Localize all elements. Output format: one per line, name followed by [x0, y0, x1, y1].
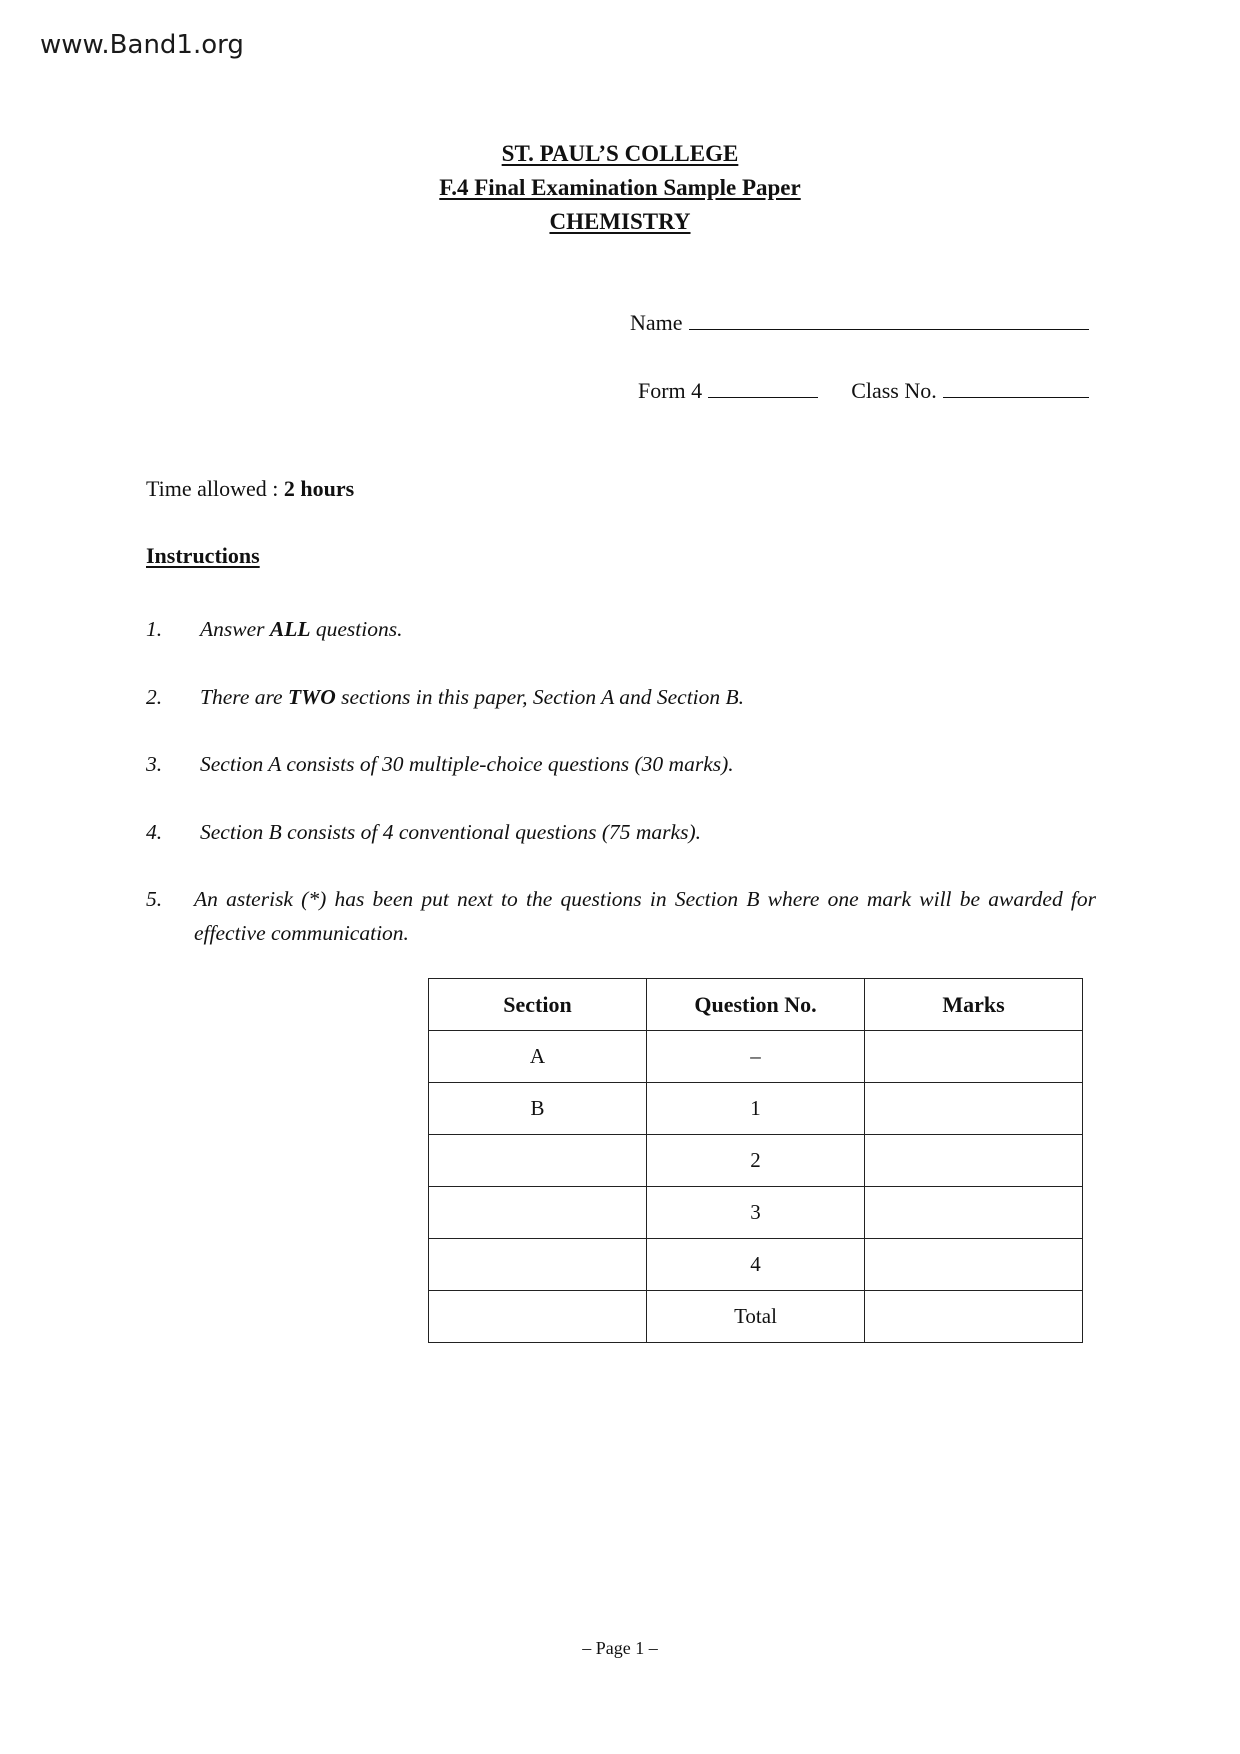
instruction-item [146, 680, 1096, 714]
cell-question-no: 1 [647, 1083, 865, 1135]
instructions-heading: Instructions [146, 543, 260, 568]
time-allowed-label: Time allowed : [146, 476, 279, 501]
subject-name: CHEMISTRY [549, 209, 691, 234]
cell-question-no: 3 [647, 1187, 865, 1239]
table-header-row [429, 979, 1083, 1031]
cell-section: A [429, 1031, 647, 1083]
table-row [429, 1187, 1083, 1239]
cell-marks[interactable] [865, 1239, 1083, 1291]
marks-table [428, 978, 1083, 1343]
table-row [429, 1135, 1083, 1187]
instruction-text: Section A consists of 30 multiple-choice questions (30 marks). [200, 752, 734, 776]
form-label: Form 4 [638, 378, 703, 403]
table-row [429, 1239, 1083, 1291]
cell-marks-total[interactable] [865, 1291, 1083, 1343]
cell-question-no: – [647, 1031, 865, 1083]
instruction-text: Answer ALL questions. [200, 617, 403, 641]
instruction-number: 5. [146, 887, 163, 911]
paper-title [0, 137, 1240, 239]
instruction-number: 2. [146, 685, 163, 709]
cell-marks[interactable] [865, 1187, 1083, 1239]
time-allowed-value: 2 hours [283, 476, 355, 501]
name-field [630, 307, 1089, 336]
cell-question-no: Total [647, 1291, 865, 1343]
header-section: Section [429, 979, 647, 1031]
class-no-blank[interactable] [943, 375, 1089, 398]
time-allowed [146, 476, 354, 502]
watermark-url: www.Band1.org [40, 30, 244, 60]
table-row [429, 1083, 1083, 1135]
cell-section: B [429, 1083, 647, 1135]
table-row-total [429, 1291, 1083, 1343]
cell-section [429, 1291, 647, 1343]
table-row [429, 1031, 1083, 1083]
instruction-text: There are TWO sections in this paper, Section A and Section B. [200, 685, 745, 709]
cell-section [429, 1135, 647, 1187]
cell-question-no: 4 [647, 1239, 865, 1291]
header-question-no: Question No. [647, 979, 865, 1031]
instruction-item [146, 612, 1096, 646]
class-no-label: Class No. [851, 378, 937, 403]
exam-name: F.4 Final Examination Sample Paper [439, 175, 801, 200]
cell-marks[interactable] [865, 1083, 1083, 1135]
cell-question-no: 2 [647, 1135, 865, 1187]
form-class-field [638, 375, 1089, 404]
instruction-number: 1. [146, 617, 163, 641]
instruction-number: 4. [146, 820, 163, 844]
instruction-text: Section B consists of 4 conventional questions (75 marks). [200, 820, 701, 844]
cell-marks[interactable] [865, 1031, 1083, 1083]
name-blank[interactable] [689, 307, 1089, 330]
school-name: ST. PAUL’S COLLEGE [501, 141, 739, 166]
header-marks: Marks [865, 979, 1083, 1031]
form-blank[interactable] [708, 375, 818, 398]
instruction-number: 3. [146, 752, 163, 776]
instruction-item [146, 882, 1096, 950]
cell-marks[interactable] [865, 1135, 1083, 1187]
instruction-item [146, 747, 1096, 781]
cell-section [429, 1239, 647, 1291]
instruction-item [146, 815, 1096, 849]
name-label: Name [630, 310, 683, 335]
cell-section [429, 1187, 647, 1239]
page-number: – Page 1 – [582, 1638, 658, 1658]
instruction-text: An asterisk (*) has been put next to the questions in Section B where one mark will be awarded for effective communication. [194, 887, 1096, 945]
